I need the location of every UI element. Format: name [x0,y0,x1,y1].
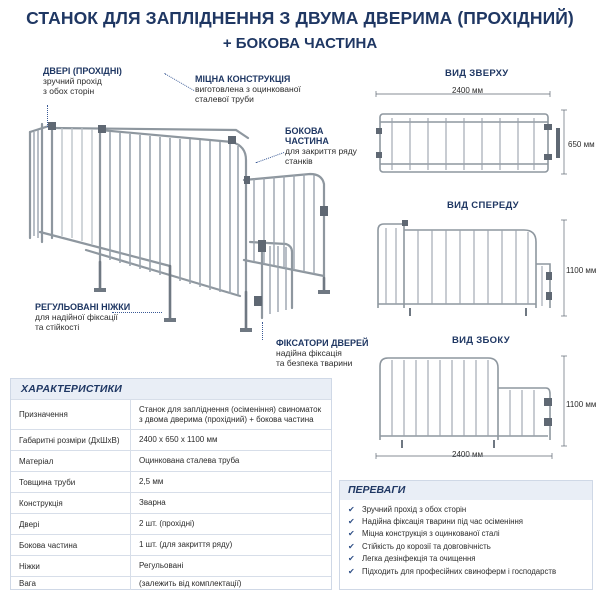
table-row [11,471,331,492]
row-key: Призначення [11,400,131,429]
top-view-depth-label: 650 мм [568,140,595,149]
top-view-title: ВИД ЗВЕРХУ [445,68,509,79]
callout-legs [35,302,145,332]
check-icon: ✔ [348,504,355,514]
callout-legs-leader [112,312,162,313]
row-key: Габаритні розміри (ДхШхВ) [11,430,131,450]
callout-legs-title: РЕГУЛЬОВАНІ НІЖКИ [35,302,131,312]
table-row [11,399,331,429]
list-item [348,565,584,577]
row-value-line1: Оцинкована сталева труба [139,456,240,465]
row-key: Бокова частина [11,535,131,555]
row-key: Вага [11,577,131,590]
row-value-line1: 2,5 мм [139,477,164,486]
advantage-text: Легка дезінфекція та очищення [362,554,476,564]
list-item [348,515,584,527]
callout-side-title: БОКОВА ЧАСТИНА [285,126,329,146]
row-value [131,514,331,534]
list-item [348,503,584,515]
row-value-line1: Регульовані [139,561,184,570]
check-icon: ✔ [348,554,355,564]
advantage-text: Надійна фіксація тварини під час осіменіння [362,517,524,527]
row-value [131,556,331,576]
list-item [348,553,584,565]
advantages-list [340,500,592,580]
callout-latches-title: ФІКСАТОРИ ДВЕРЕЙ [276,338,369,348]
callout-side [285,126,365,166]
row-value-line1: (залежить від комплектації) [139,578,242,588]
top-view-width-label: 2400 мм [452,86,484,95]
row-value [131,451,331,471]
advantage-text: Міцна конструкція з оцинкованої сталі [362,529,500,539]
table-row [11,576,331,590]
callout-latches-leader [262,322,263,340]
row-key: Ніжки [11,556,131,576]
list-item [348,540,584,552]
row-value [131,430,331,450]
table-row [11,534,331,555]
callout-legs-line2: та стійкості [35,322,80,332]
row-key: Конструкція [11,493,131,513]
page-subtitle: + БОКОВА ЧАСТИНА [222,35,378,52]
table-row [11,492,331,513]
side-view-height-label: 1100 мм [566,400,597,409]
callout-frame-line2: сталевої труби [195,94,254,104]
side-view-title: ВИД ЗБОКУ [452,335,510,346]
row-value [131,535,331,555]
side-view-width-label: 2400 мм [452,450,484,459]
check-icon: ✔ [348,566,355,576]
callout-doors-line2: з обох сторін [43,86,95,96]
row-value-line1: 2 шт. (прохідні) [139,519,195,528]
advantage-text: Стійкість до корозії та довговічність [362,541,491,551]
table-row [11,555,331,576]
page-title: СТАНОК ДЛЯ ЗАПЛІДНЕННЯ З ДВУМА ДВЕРИМА (ПРОХІДНИЙ) [26,8,574,28]
row-value [131,577,331,590]
callout-frame-title: МІЦНА КОНСТРУКЦІЯ [195,74,291,84]
row-value [131,400,331,429]
row-value-line2: з двома дверима (прохідний) + бокова частина [139,414,314,424]
row-value [131,472,331,492]
advantages-panel [339,480,593,590]
callout-side-line2: станків [285,156,313,166]
check-icon: ✔ [348,517,355,527]
row-key: Двері [11,514,131,534]
characteristics-title: ХАРАКТЕРИСТИКИ [11,379,331,399]
callout-frame [195,74,325,104]
check-icon: ✔ [348,529,355,539]
callout-latches-line2: та безпека тварини [276,358,353,368]
table-row [11,513,331,534]
row-value-line1: Зварна [139,498,166,507]
advantage-text: Зручний прохід з обох сторін [362,504,467,514]
list-item [348,528,584,540]
callout-doors [43,66,153,96]
check-icon: ✔ [348,541,355,551]
table-row [11,429,331,450]
characteristics-table [11,399,331,590]
callout-legs-line1: для надійної фіксації [35,312,118,322]
row-value-line1: 2400 х 650 х 1100 мм [139,435,218,444]
row-value-line1: 1 шт. (для закриття ряду) [139,540,233,549]
row-key: Матеріал [11,451,131,471]
advantage-text: Підходить для професійних свиноферм і господарств [362,566,557,576]
callout-doors-line1: зручний прохід [43,76,102,86]
side-view-drawing [370,346,570,462]
front-view-title: ВИД СПЕРЕДУ [447,200,519,211]
callout-latches [276,338,376,368]
top-view-drawing [370,88,570,178]
front-view-drawing [370,212,570,322]
callout-frame-line1: виготовлена з оцинкованої [195,84,301,94]
callout-doors-leader [47,105,48,127]
callout-latches-line1: надійна фіксація [276,348,342,358]
front-view-height-label: 1100 мм [566,266,597,275]
row-value-line1: Станок для запліднення (осіменіння) свиноматок [139,404,322,414]
table-row [11,450,331,471]
row-value [131,493,331,513]
characteristics-panel [10,378,332,590]
row-key: Товщина труби [11,472,131,492]
callout-side-line1: для закриття ряду [285,146,357,156]
callout-doors-title: ДВЕРІ (ПРОХІДНІ) [43,66,122,76]
advantages-title: ПЕРЕВАГИ [340,481,592,500]
